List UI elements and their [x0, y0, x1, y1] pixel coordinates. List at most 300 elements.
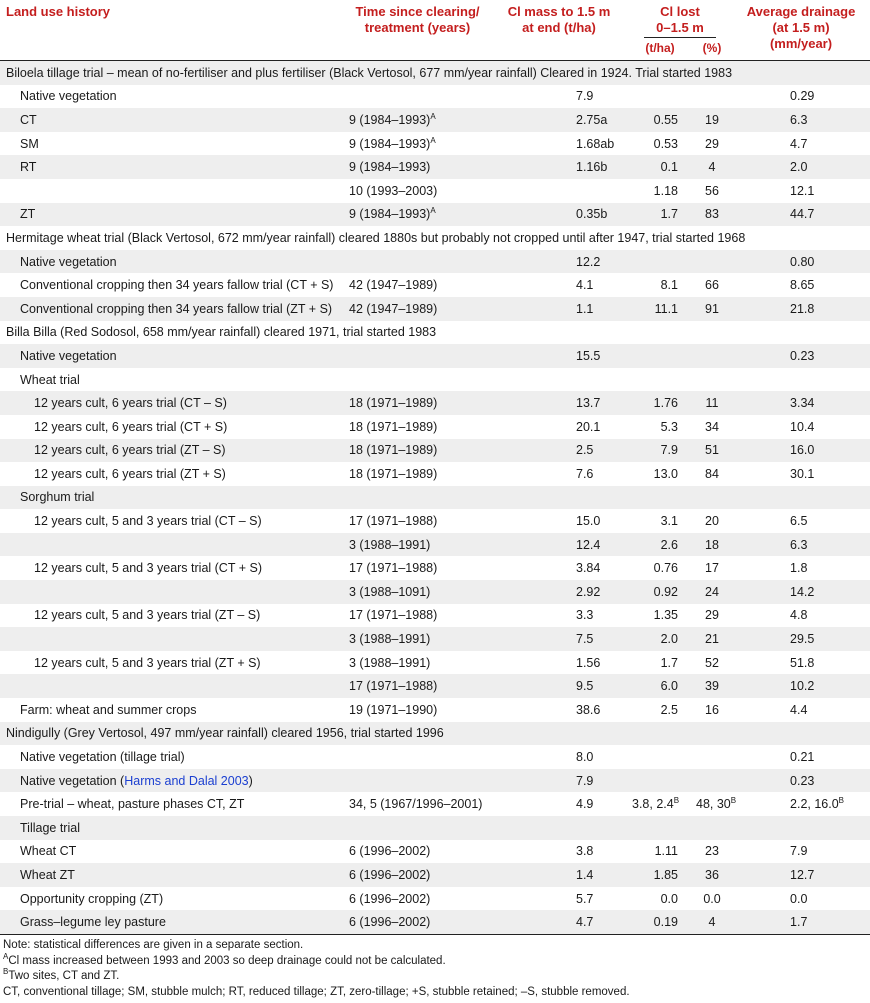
- cell-land-use: [0, 863, 345, 887]
- cell-time-since-text: 9 (1984–1993): [349, 160, 431, 175]
- cell-cl-lost-tha: [628, 674, 692, 698]
- cell-land-use-text: Pre-trial – wheat, pasture phases CT, ZT: [20, 797, 245, 812]
- table-row: [0, 651, 870, 675]
- cell-land-use: [0, 179, 345, 203]
- cell-land-use-text: Native vegetation: [20, 89, 117, 104]
- cell-time-since-text: 17 (1971–1988): [349, 514, 438, 529]
- cell-cl-mass-text: 12.2: [576, 254, 601, 269]
- cell-cl-lost-tha: [628, 556, 692, 580]
- table-row: [0, 533, 870, 557]
- cell-time-since: [345, 368, 490, 392]
- cell-cl-mass-text: 2.92: [576, 584, 601, 599]
- cell-land-use-text: Opportunity cropping (ZT): [20, 891, 164, 906]
- cell-cl-mass-text: 20.1: [576, 419, 601, 434]
- footnote-marker: A: [430, 135, 436, 145]
- cell-land-use: [0, 344, 345, 368]
- footnote-marker: A: [430, 206, 436, 216]
- cell-land-use-text: Farm: wheat and summer crops: [20, 702, 197, 717]
- cell-cl-lost-tha: [628, 486, 692, 510]
- cell-drainage-text: 30.1: [790, 466, 815, 481]
- cell-cl-mass: [490, 604, 628, 628]
- cell-drainage-text: 0.0: [790, 891, 808, 906]
- cell-cl-lost-pct-text: 16: [705, 702, 719, 717]
- cell-drainage: [732, 462, 870, 486]
- cell-land-use: [0, 391, 345, 415]
- cell-cl-lost-tha-text: 2.6: [660, 537, 678, 552]
- cell-land-use-text: Sorghum trial: [20, 490, 95, 505]
- cell-cl-lost-pct: [692, 792, 737, 816]
- table-row: [0, 769, 870, 793]
- cell-cl-mass-text: 7.9: [576, 773, 594, 788]
- cell-cl-mass: [490, 203, 628, 227]
- cell-land-use: [0, 698, 345, 722]
- cell-drainage: [732, 108, 870, 132]
- cell-cl-lost-pct: [692, 863, 732, 887]
- cell-cl-lost-pct: [692, 415, 732, 439]
- table-row: [0, 297, 870, 321]
- cell-cl-lost-pct-text: 20: [705, 514, 719, 529]
- cell-drainage: [732, 651, 870, 675]
- cell-time-since: [345, 769, 490, 793]
- cell-cl-mass: [490, 462, 628, 486]
- cell-cl-lost-pct: [692, 203, 732, 227]
- table-row: [0, 840, 870, 864]
- cell-cl-mass-text: 4.1: [576, 278, 594, 293]
- header-cl-mass: Cl mass to 1.5 m at end (t/ha): [490, 0, 628, 61]
- table-row: [0, 273, 870, 297]
- cell-land-use: [0, 439, 345, 463]
- cell-drainage: [732, 792, 870, 816]
- cell-drainage: [732, 415, 870, 439]
- cell-cl-lost-tha-text: 7.9: [660, 443, 678, 458]
- cell-time-since: [345, 840, 490, 864]
- cell-drainage: [732, 556, 870, 580]
- cell-cl-lost-tha: [628, 509, 692, 533]
- cell-cl-lost-pct: [692, 462, 732, 486]
- cell-cl-mass: [490, 85, 628, 109]
- cell-land-use-text: 12 years cult, 5 and 3 years trial (ZT – S): [34, 608, 261, 623]
- cell-drainage-text: 51.8: [790, 655, 815, 670]
- cell-cl-lost-pct-text: 48, 30: [696, 797, 731, 812]
- cell-cl-mass-text: 5.7: [576, 891, 594, 906]
- cell-cl-lost-pct: [692, 368, 732, 392]
- cell-cl-lost-pct: [692, 297, 732, 321]
- table-row: [0, 556, 870, 580]
- cell-cl-lost-pct-text: 17: [705, 561, 719, 576]
- cell-time-since: [345, 651, 490, 675]
- cell-time-since-text: 3 (1988–1991): [349, 632, 431, 647]
- cell-time-since: [345, 155, 490, 179]
- cell-land-use: [0, 769, 345, 793]
- cell-cl-lost-pct-text: 19: [705, 112, 719, 127]
- table-row: [0, 179, 870, 203]
- cell-cl-lost-tha: [628, 816, 692, 840]
- cell-land-use: [0, 651, 345, 675]
- cell-drainage-text: 10.2: [790, 679, 815, 694]
- cell-cl-lost-pct-text: 56: [705, 183, 719, 198]
- cell-drainage-text: 44.7: [790, 207, 815, 222]
- cell-time-since-text: 3 (1988–1091): [349, 584, 431, 599]
- cell-cl-lost-tha-text: 8.1: [660, 278, 678, 293]
- cell-cl-mass: [490, 627, 628, 651]
- cell-cl-lost-tha-text: 0.19: [653, 915, 678, 930]
- cell-cl-lost-tha-text: 0.76: [653, 561, 678, 576]
- cell-land-use: [0, 627, 345, 651]
- table-row: [0, 391, 870, 415]
- cell-cl-mass-text: 15.0: [576, 514, 601, 529]
- cell-cl-lost-pct-text: 84: [705, 466, 719, 481]
- cell-cl-mass: [490, 745, 628, 769]
- cell-drainage: [732, 816, 870, 840]
- cell-cl-lost-pct-text: 24: [705, 584, 719, 599]
- cell-cl-lost-tha: [628, 769, 692, 793]
- cell-land-use-text: 12 years cult, 6 years trial (ZT – S): [34, 443, 226, 458]
- cell-time-since: [345, 863, 490, 887]
- cell-land-use: [0, 273, 345, 297]
- table-row: [0, 816, 870, 840]
- cell-land-use-text: Wheat trial: [20, 372, 80, 387]
- cell-cl-lost-tha-text: 13.0: [653, 466, 678, 481]
- cell-cl-mass: [490, 297, 628, 321]
- table-row: [0, 604, 870, 628]
- cell-cl-lost-tha: [628, 627, 692, 651]
- header-cl-lost-pct: (%): [692, 38, 732, 61]
- citation-link[interactable]: Harms and Dalal 2003: [124, 773, 249, 788]
- cell-cl-mass-text: 3.8: [576, 844, 594, 859]
- cell-cl-lost-pct-text: 29: [705, 608, 719, 623]
- cell-time-since-text: 18 (1971–1989): [349, 443, 438, 458]
- cell-drainage-text: 6.5: [790, 514, 808, 529]
- table-row: [0, 580, 870, 604]
- cell-time-since-text: 10 (1993–2003): [349, 183, 438, 198]
- cell-cl-lost-tha-text: 6.0: [660, 679, 678, 694]
- note-statistics: Note: statistical differences are given in a separate section.: [3, 939, 304, 951]
- cell-drainage-text: 10.4: [790, 419, 815, 434]
- section-heading: Biloela tillage trial – mean of no-fertiliser and plus fertiliser (Black Vertosol, 677 mm/year rainfall) Cleared in 1924. Trial started 1983: [0, 61, 870, 85]
- cell-time-since: [345, 273, 490, 297]
- cell-land-use-text: Conventional cropping then 34 years fallow trial (ZT + S): [20, 301, 333, 316]
- cell-cl-lost-pct: [692, 816, 732, 840]
- cell-cl-lost-tha: [628, 887, 692, 911]
- cell-time-since: [345, 816, 490, 840]
- cell-cl-lost-pct-text: 39: [705, 679, 719, 694]
- cell-time-since-text: 9 (1984–1993): [349, 112, 431, 127]
- cell-cl-lost-tha: [628, 155, 692, 179]
- cell-time-since: [345, 533, 490, 557]
- cell-cl-lost-tha: [628, 792, 692, 816]
- cell-land-use: [0, 132, 345, 156]
- cell-time-since-text: 34, 5 (1967/1996–2001): [349, 797, 483, 812]
- cell-cl-lost-tha: [628, 179, 692, 203]
- cell-cl-lost-tha: [628, 745, 692, 769]
- cell-time-since: [345, 509, 490, 533]
- cell-time-since-text: 6 (1996–2002): [349, 915, 431, 930]
- footnote-marker: B: [838, 796, 845, 806]
- cell-cl-lost-tha: [628, 698, 692, 722]
- cell-cl-lost-pct: [692, 132, 732, 156]
- cell-drainage-text: 8.65: [790, 278, 815, 293]
- cell-cl-lost-tha-text: 1.7: [660, 655, 678, 670]
- cell-drainage: [732, 132, 870, 156]
- cell-cl-mass: [490, 415, 628, 439]
- cell-cl-mass-text: 13.7: [576, 396, 601, 411]
- cell-cl-lost-pct-text: 36: [705, 867, 719, 882]
- cell-cl-lost-tha-text: 11.1: [654, 301, 678, 316]
- table-row: [0, 203, 870, 227]
- cell-drainage-text: 6.3: [790, 112, 808, 127]
- cell-land-use: [0, 415, 345, 439]
- cell-cl-lost-tha: [628, 391, 692, 415]
- cell-cl-lost-pct-text: 83: [705, 207, 719, 222]
- cell-cl-mass: [490, 273, 628, 297]
- cell-time-since: [345, 887, 490, 911]
- cell-land-use: [0, 533, 345, 557]
- cell-drainage-text: 0.29: [790, 89, 815, 104]
- cell-cl-mass: [490, 698, 628, 722]
- cell-drainage: [732, 486, 870, 510]
- cell-cl-mass-text: 15.5: [576, 348, 601, 363]
- cell-drainage: [732, 391, 870, 415]
- cell-drainage-text: 1.8: [790, 561, 808, 576]
- cell-cl-lost-tha: [628, 203, 692, 227]
- cell-cl-lost-pct: [692, 179, 732, 203]
- table-row: [0, 698, 870, 722]
- cell-time-since-text: 17 (1971–1988): [349, 679, 438, 694]
- cell-cl-lost-pct: [692, 840, 732, 864]
- cell-cl-lost-tha-text: 3.1: [660, 514, 678, 529]
- cell-drainage: [732, 297, 870, 321]
- table-row: [0, 509, 870, 533]
- table-notes: [3, 938, 630, 1000]
- cell-cl-mass: [490, 344, 628, 368]
- cell-land-use-text: ZT: [20, 207, 36, 222]
- table-row: [0, 368, 870, 392]
- cell-cl-lost-tha-text: 1.76: [653, 396, 678, 411]
- cell-drainage-text: 4.8: [790, 608, 808, 623]
- cell-drainage: [732, 368, 870, 392]
- cell-land-use-text: CT: [20, 112, 37, 127]
- cell-cl-lost-pct-text: 18: [705, 537, 719, 552]
- cell-land-use: [0, 250, 345, 274]
- cell-cl-lost-tha: [628, 863, 692, 887]
- cell-cl-mass: [490, 674, 628, 698]
- cell-cl-lost-tha: [628, 840, 692, 864]
- cell-land-use: [0, 840, 345, 864]
- table-row: [0, 745, 870, 769]
- header-land-use: Land use history: [0, 0, 345, 61]
- cell-cl-lost-tha-text: 1.18: [653, 183, 678, 198]
- cell-drainage: [732, 910, 870, 934]
- table-body: [0, 61, 870, 935]
- cell-cl-lost-pct: [692, 439, 732, 463]
- cell-drainage-text: 7.9: [790, 844, 808, 859]
- cell-cl-lost-pct: [692, 108, 732, 132]
- cell-time-since: [345, 627, 490, 651]
- cell-cl-mass-text: 3.84: [576, 561, 601, 576]
- cell-cl-lost-pct: [692, 887, 732, 911]
- section-heading: Nindigully (Grey Vertosol, 497 mm/year rainfall) cleared 1956, trial started 1996: [0, 722, 870, 746]
- table-row: [0, 155, 870, 179]
- cell-cl-mass: [490, 250, 628, 274]
- cell-land-use-text: Native vegetation (tillage trial): [20, 750, 185, 765]
- cell-time-since: [345, 85, 490, 109]
- cell-cl-mass: [490, 108, 628, 132]
- cell-cl-lost-tha: [628, 85, 692, 109]
- cell-cl-lost-tha-text: 0.53: [653, 136, 678, 151]
- cell-land-use-text: RT: [20, 160, 37, 175]
- cell-drainage-text: 0.23: [790, 348, 815, 363]
- cell-time-since: [345, 698, 490, 722]
- cell-drainage-text: 0.80: [790, 254, 815, 269]
- note-a: $^A$Cl mass increased between 1993 and 2003 so deep drainage could not be calculated.: [3, 951, 446, 967]
- cell-cl-mass: [490, 910, 628, 934]
- cell-drainage: [732, 509, 870, 533]
- section-row: [0, 722, 870, 746]
- cell-time-since: [345, 344, 490, 368]
- cell-cl-lost-pct-text: 4: [708, 915, 716, 930]
- cell-cl-mass: [490, 887, 628, 911]
- cell-time-since: [345, 462, 490, 486]
- cell-cl-mass-text: 7.5: [576, 632, 594, 647]
- cell-cl-lost-tha-text: 0.1: [660, 160, 678, 175]
- cell-cl-lost-pct: [692, 627, 732, 651]
- cell-drainage-text: 21.8: [790, 301, 815, 316]
- cell-cl-lost-tha-text: 3.8, 2.4: [632, 797, 674, 812]
- cell-land-use: [0, 604, 345, 628]
- section-row: [0, 226, 870, 250]
- cell-drainage: [732, 273, 870, 297]
- cell-drainage: [732, 580, 870, 604]
- cell-cl-lost-tha: [628, 297, 692, 321]
- cell-cl-mass: [490, 132, 628, 156]
- cell-cl-lost-tha: [628, 132, 692, 156]
- cell-drainage: [732, 698, 870, 722]
- cell-cl-mass: [490, 816, 628, 840]
- cell-time-since: [345, 179, 490, 203]
- cell-time-since-text: 18 (1971–1989): [349, 466, 438, 481]
- cell-drainage-text: 4.7: [790, 136, 808, 151]
- cell-cl-mass-text: 4.9: [576, 797, 594, 812]
- cell-cl-lost-pct: [692, 85, 732, 109]
- cell-cl-mass-text: 1.4: [576, 867, 594, 882]
- cell-cl-mass-text: 7.9: [576, 89, 594, 104]
- footnote-marker: A: [430, 111, 436, 121]
- cell-drainage: [732, 674, 870, 698]
- cell-drainage: [732, 769, 870, 793]
- cell-drainage: [732, 439, 870, 463]
- cell-time-since: [345, 250, 490, 274]
- cell-drainage: [732, 155, 870, 179]
- cell-time-since: [345, 486, 490, 510]
- cell-time-since: [345, 674, 490, 698]
- cell-cl-mass: [490, 179, 628, 203]
- citation-close-paren: ): [248, 773, 253, 788]
- cell-cl-lost-tha: [628, 368, 692, 392]
- cell-cl-lost-pct-text: 51: [705, 443, 719, 458]
- cell-time-since-text: 9 (1984–1993): [349, 136, 431, 151]
- table-row: [0, 910, 870, 934]
- cell-land-use: [0, 462, 345, 486]
- cell-cl-lost-pct: [692, 769, 732, 793]
- cell-cl-mass: [490, 769, 628, 793]
- cell-cl-lost-tha: [628, 580, 692, 604]
- cell-cl-lost-tha-text: 1.7: [660, 207, 678, 222]
- cell-land-use-text: 12 years cult, 5 and 3 years trial (ZT + S): [34, 655, 261, 670]
- cell-cl-lost-tha: [628, 344, 692, 368]
- cell-land-use: [0, 887, 345, 911]
- table-row: [0, 674, 870, 698]
- cell-cl-lost-tha: [628, 651, 692, 675]
- cell-cl-lost-pct-text: 23: [705, 844, 719, 859]
- footnote-marker: B: [730, 796, 737, 806]
- cell-cl-mass: [490, 391, 628, 415]
- cell-drainage: [732, 533, 870, 557]
- cell-cl-lost-pct-text: 66: [705, 278, 719, 293]
- cell-land-use: [0, 85, 345, 109]
- cell-cl-lost-pct: [692, 533, 732, 557]
- cell-land-use-text: 12 years cult, 6 years trial (CT + S): [34, 419, 228, 434]
- cell-cl-mass: [490, 556, 628, 580]
- table-row: [0, 132, 870, 156]
- cell-land-use-text: 12 years cult, 6 years trial (CT – S): [34, 396, 227, 411]
- table-row: [0, 887, 870, 911]
- cell-time-since-text: 3 (1988–1991): [349, 655, 431, 670]
- cell-time-since-text: 6 (1996–2002): [349, 867, 431, 882]
- cell-cl-mass-text: 1.1: [576, 301, 594, 316]
- cell-time-since: [345, 745, 490, 769]
- cell-drainage-text: 2.2, 16.0: [790, 797, 839, 812]
- cell-drainage: [732, 203, 870, 227]
- cell-cl-lost-pct-text: 0.0: [703, 891, 721, 906]
- cell-time-since-text: 17 (1971–1988): [349, 561, 438, 576]
- cell-cl-lost-pct-text: 21: [705, 632, 719, 647]
- cell-time-since-text: 6 (1996–2002): [349, 844, 431, 859]
- cell-cl-lost-pct: [692, 651, 732, 675]
- table-row: [0, 85, 870, 109]
- cell-cl-lost-tha-text: 0.55: [653, 112, 678, 127]
- section-row: [0, 321, 870, 345]
- cell-land-use-text: Wheat CT: [20, 844, 77, 859]
- cell-time-since: [345, 391, 490, 415]
- cell-cl-lost-tha: [628, 250, 692, 274]
- cell-cl-lost-tha-text: 5.3: [660, 419, 678, 434]
- cell-cl-lost-pct: [692, 580, 732, 604]
- cell-time-since-text: 18 (1971–1989): [349, 419, 438, 434]
- cell-land-use: [0, 792, 345, 816]
- cell-land-use-text: 12 years cult, 5 and 3 years trial (CT + S): [34, 561, 262, 576]
- table-row: [0, 439, 870, 463]
- table-row: [0, 415, 870, 439]
- header-cl-lost-tha: (t/ha): [628, 38, 692, 61]
- cell-cl-lost-pct-text: 4: [708, 160, 716, 175]
- cell-cl-lost-pct: [692, 486, 732, 510]
- cell-drainage: [732, 344, 870, 368]
- cell-time-since-text: 9 (1984–1993): [349, 207, 431, 222]
- cell-cl-mass-text: 8.0: [576, 750, 594, 765]
- cell-land-use-text: 12 years cult, 6 years trial (ZT + S): [34, 466, 226, 481]
- footnote-marker: B: [673, 796, 680, 806]
- cell-cl-mass-text: 2.5: [576, 443, 594, 458]
- cell-cl-mass-text: 4.7: [576, 915, 594, 930]
- cell-drainage: [732, 179, 870, 203]
- section-heading: Hermitage wheat trial (Black Vertosol, 672 mm/year rainfall) cleared 1880s but probably not cropped until after 1947, trial started 1968: [6, 230, 746, 245]
- cell-cl-mass-text: 12.4: [576, 537, 601, 552]
- cell-land-use: [0, 674, 345, 698]
- cell-drainage-text: 0.23: [790, 773, 815, 788]
- table-row: [0, 250, 870, 274]
- cell-drainage-text: 1.7: [790, 915, 808, 930]
- cell-cl-mass: [490, 509, 628, 533]
